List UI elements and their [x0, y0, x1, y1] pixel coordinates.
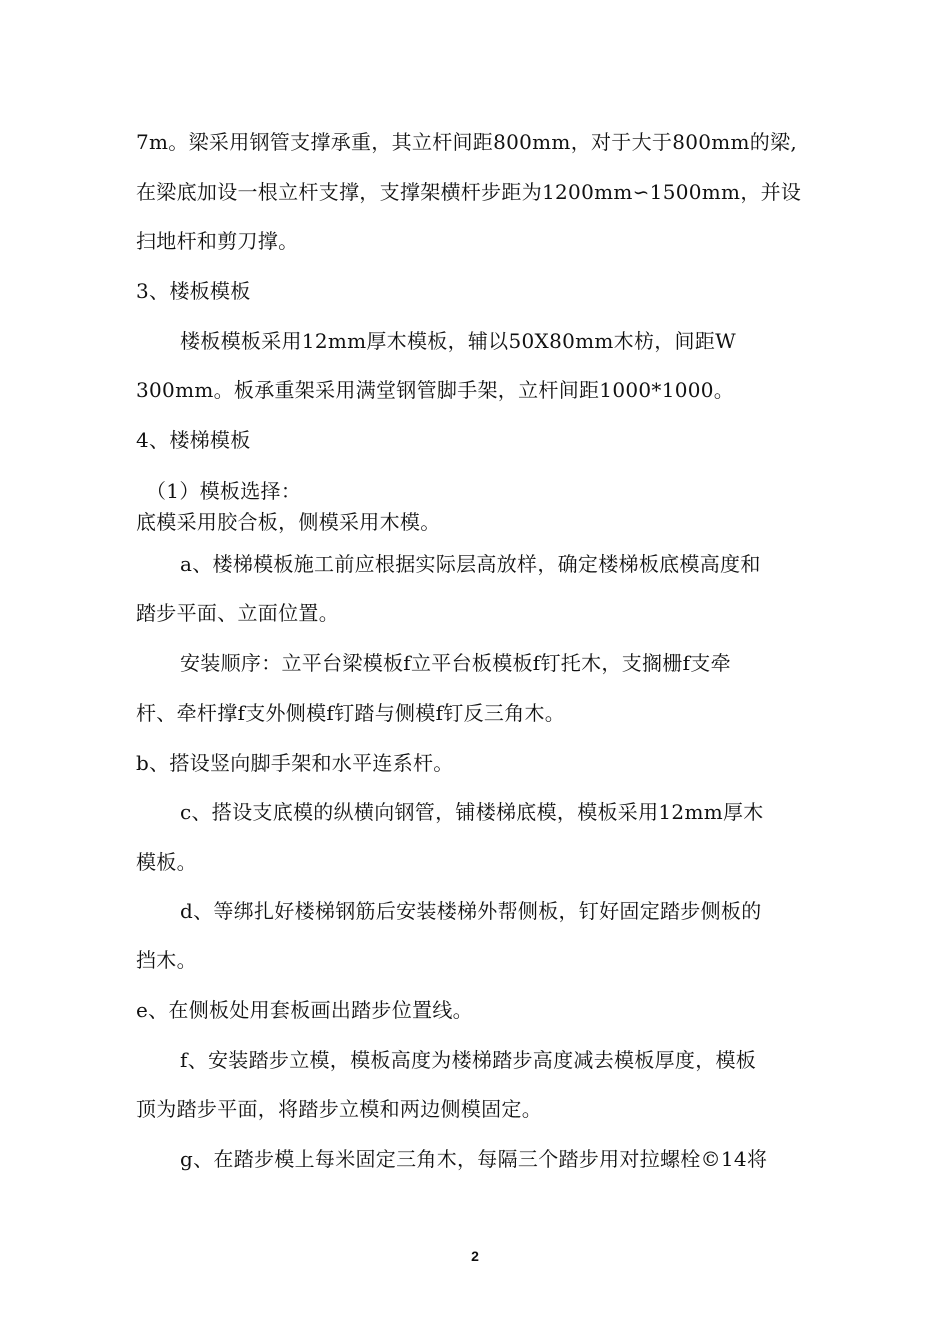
paragraph-line: 安装顺序：立平台梁模板f立平台板模板f钉托木，支搁栅f支牵 [180, 651, 731, 675]
paragraph-line: 7m。梁采用钢管支撑承重，其立杆间距800mm，对于大于800mm的梁, [136, 130, 798, 154]
paragraph-line: e、在侧板处用套板画出踏步位置线。 [136, 998, 473, 1022]
paragraph-line: 顶为踏步平面，将踏步立模和两边侧模固定。 [136, 1097, 542, 1121]
paragraph-line: f、安装踏步立模，模板高度为楼梯踏步高度减去模板厚度，模板 [180, 1048, 757, 1072]
paragraph-line: a、楼梯模板施工前应根据实际层高放样，确定楼梯板底模高度和 [180, 552, 761, 576]
paragraph-line: 模板。 [136, 850, 197, 874]
paragraph-line: 踏步平面、立面位置。 [136, 601, 339, 625]
paragraph-line: 底模采用胶合板，侧模采用木模。 [136, 510, 441, 534]
paragraph-line: 杆、牵杆撑f支外侧模f钉踏与侧模f钉反三角木。 [136, 701, 566, 725]
paragraph-line: c、搭设支底模的纵横向钢管，铺楼梯底模，模板采用12mm厚木 [180, 800, 764, 824]
subsection-heading: （1）模板选择： [146, 479, 302, 503]
section-heading: 4、楼梯模板 [136, 428, 251, 452]
paragraph-line: 楼板模板采用12mm厚木模板，辅以50X80mm木枋，间距W [180, 329, 737, 353]
paragraph-line: 300mm。板承重架采用满堂钢管脚手架，立杆间距1000*1000。 [136, 378, 735, 402]
paragraph-line: g、在踏步模上每米固定三角木，每隔三个踏步用对拉螺栓©14将 [180, 1147, 768, 1171]
paragraph-line: d、等绑扎好楼梯钢筋后安装楼梯外帮侧板，钉好固定踏步侧板的 [180, 899, 762, 923]
page-number: 2 [471, 1248, 479, 1264]
paragraph-line: 挡木。 [136, 948, 197, 972]
paragraph-line: 在梁底加设一根立杆支撑，支撑架横杆步距为1200mm∽1500mm，并设 [136, 180, 802, 204]
section-heading: 3、楼板模板 [136, 279, 251, 303]
paragraph-line: 扫地杆和剪刀撑。 [136, 229, 299, 253]
paragraph-line: b、搭设竖向脚手架和水平连系杆。 [136, 751, 454, 775]
